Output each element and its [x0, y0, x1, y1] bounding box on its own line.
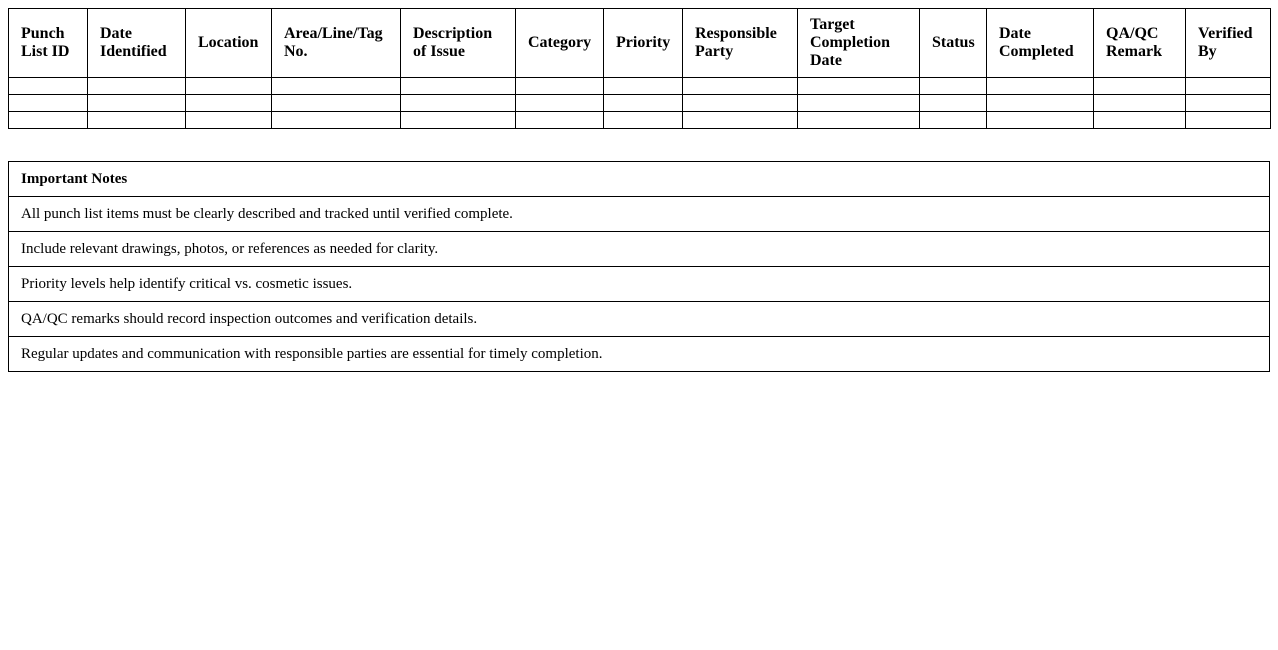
table-row — [9, 112, 1271, 129]
note-row — [9, 197, 1270, 232]
punch-list-header-row — [9, 9, 1271, 78]
table-cell[interactable] — [272, 112, 401, 129]
table-cell[interactable] — [1094, 78, 1186, 95]
table-cell[interactable] — [516, 112, 604, 129]
notes-title: Important Notes — [9, 162, 1270, 197]
table-cell[interactable] — [604, 78, 683, 95]
note-item: Regular updates and communication with responsible parties are essential for timely completion. — [9, 337, 1270, 372]
table-cell[interactable] — [604, 112, 683, 129]
table-cell[interactable] — [186, 112, 272, 129]
table-cell[interactable] — [1186, 78, 1271, 95]
table-row — [9, 78, 1271, 95]
table-cell[interactable] — [88, 78, 186, 95]
table-cell[interactable] — [186, 78, 272, 95]
header-responsible-party: Responsible Party — [683, 9, 798, 78]
note-row — [9, 302, 1270, 337]
note-row — [9, 337, 1270, 372]
table-cell[interactable] — [516, 78, 604, 95]
notes-header-row — [9, 162, 1270, 197]
table-cell[interactable] — [88, 95, 186, 112]
table-cell[interactable] — [987, 78, 1094, 95]
header-category: Category — [516, 9, 604, 78]
table-cell[interactable] — [798, 95, 920, 112]
table-cell[interactable] — [920, 78, 987, 95]
header-punch-list-id: Punch List ID — [9, 9, 88, 78]
punch-list-body — [9, 78, 1271, 129]
table-cell[interactable] — [920, 95, 987, 112]
table-cell[interactable] — [683, 78, 798, 95]
table-cell[interactable] — [186, 95, 272, 112]
table-cell[interactable] — [920, 112, 987, 129]
table-cell[interactable] — [1094, 112, 1186, 129]
table-cell[interactable] — [88, 112, 186, 129]
header-status: Status — [920, 9, 987, 78]
note-row — [9, 267, 1270, 302]
table-cell[interactable] — [272, 95, 401, 112]
header-verified-by: Verified By — [1186, 9, 1271, 78]
table-cell[interactable] — [516, 95, 604, 112]
table-cell[interactable] — [9, 78, 88, 95]
note-item: Include relevant drawings, photos, or references as needed for clarity. — [9, 232, 1270, 267]
note-item: Priority levels help identify critical vs. cosmetic issues. — [9, 267, 1270, 302]
header-qaqc-remark: QA/QC Remark — [1094, 9, 1186, 78]
table-cell[interactable] — [1186, 95, 1271, 112]
header-target-completion-date: Target Completion Date — [798, 9, 920, 78]
header-date-completed: Date Completed — [987, 9, 1094, 78]
table-cell[interactable] — [987, 95, 1094, 112]
table-cell[interactable] — [401, 112, 516, 129]
header-date-identified: Date Identified — [88, 9, 186, 78]
punch-list-table — [8, 8, 1271, 129]
table-cell[interactable] — [1186, 112, 1271, 129]
table-cell[interactable] — [9, 95, 88, 112]
important-notes-table — [8, 161, 1270, 372]
table-cell[interactable] — [604, 95, 683, 112]
table-cell[interactable] — [987, 112, 1094, 129]
table-cell[interactable] — [683, 112, 798, 129]
header-description: Description of Issue — [401, 9, 516, 78]
header-area-line-tag: Area/Line/Tag No. — [272, 9, 401, 78]
header-priority: Priority — [604, 9, 683, 78]
note-item: All punch list items must be clearly described and tracked until verified complete. — [9, 197, 1270, 232]
table-cell[interactable] — [683, 95, 798, 112]
table-cell[interactable] — [401, 95, 516, 112]
table-cell[interactable] — [9, 112, 88, 129]
table-cell[interactable] — [798, 112, 920, 129]
table-cell[interactable] — [272, 78, 401, 95]
table-cell[interactable] — [798, 78, 920, 95]
note-item: QA/QC remarks should record inspection outcomes and verification details. — [9, 302, 1270, 337]
table-cell[interactable] — [401, 78, 516, 95]
table-row — [9, 95, 1271, 112]
table-cell[interactable] — [1094, 95, 1186, 112]
header-location: Location — [186, 9, 272, 78]
note-row — [9, 232, 1270, 267]
